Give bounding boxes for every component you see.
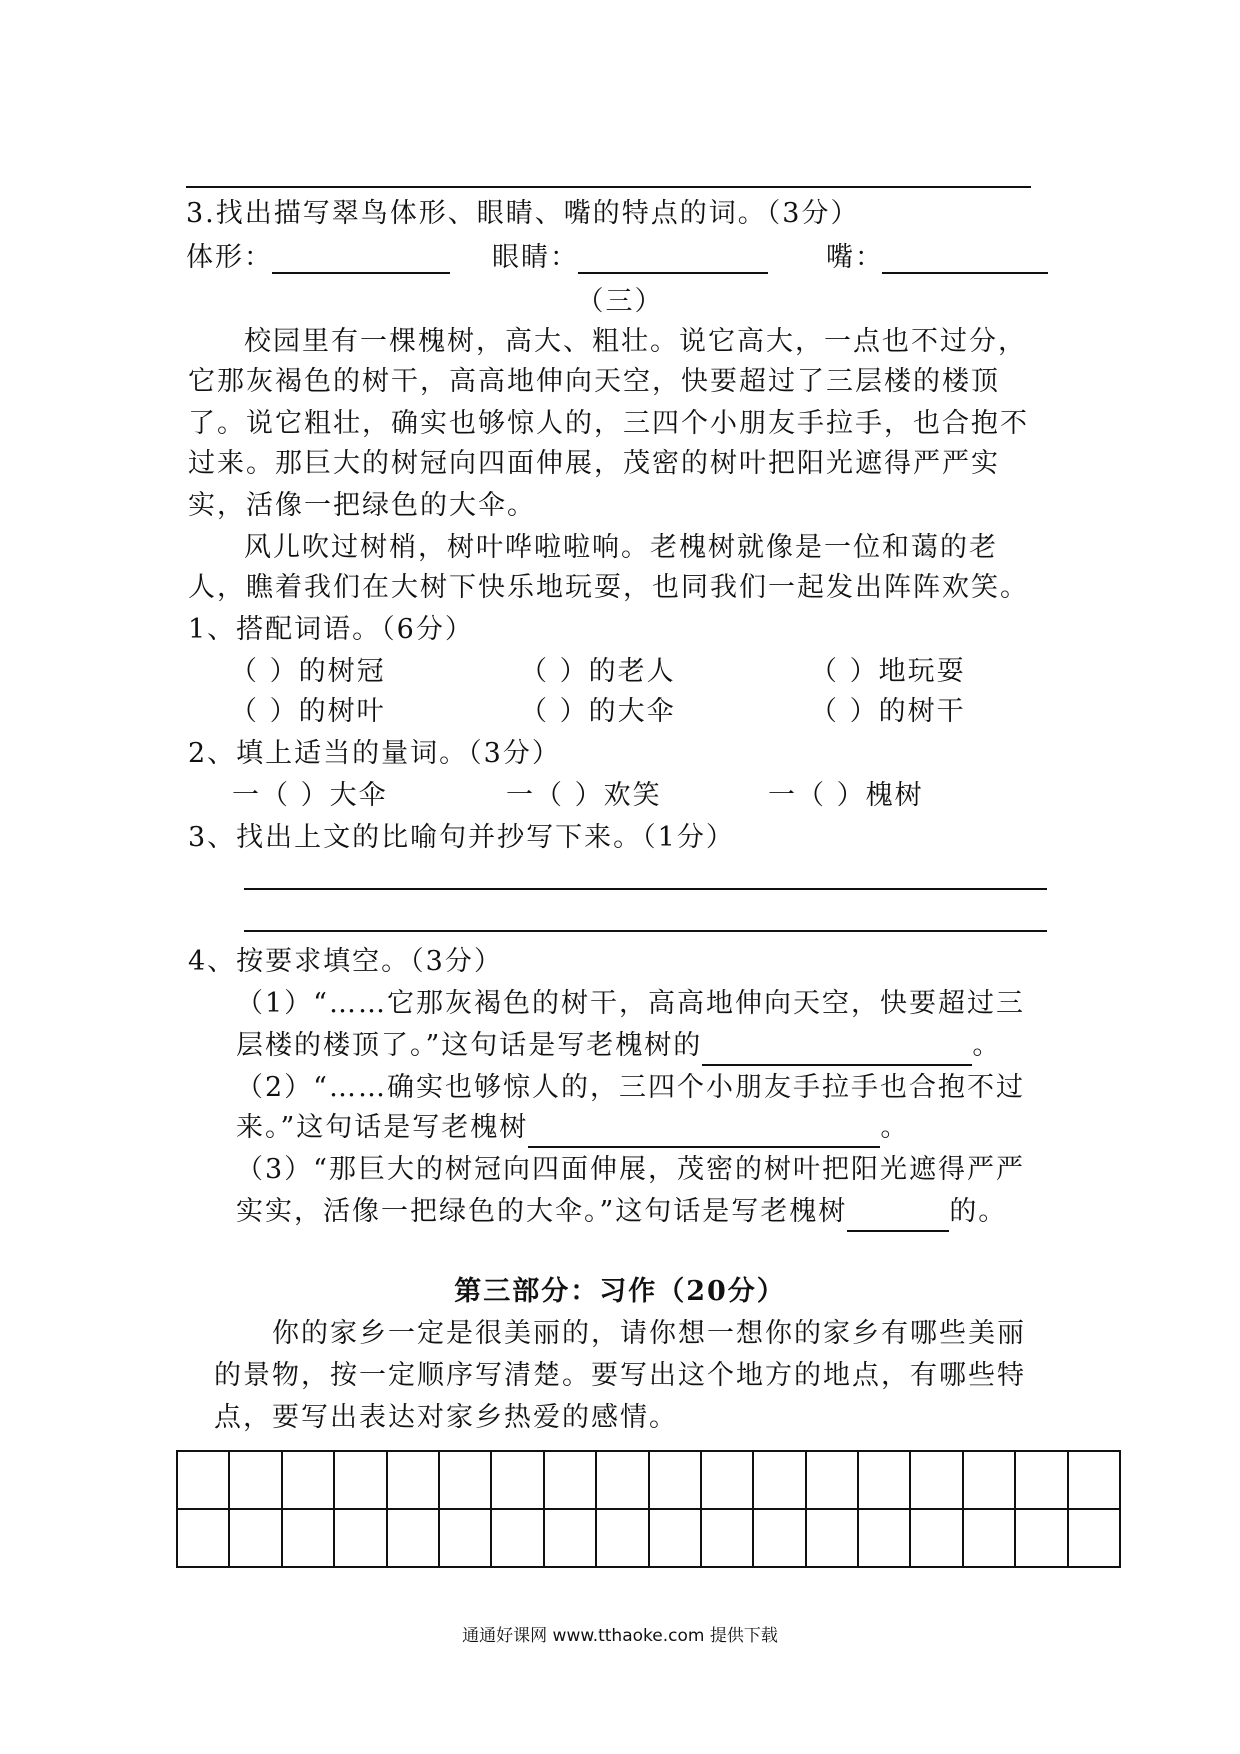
grid-row [177, 1509, 1120, 1567]
grid-cell[interactable] [439, 1451, 491, 1509]
writing-grid[interactable] [176, 1450, 1121, 1568]
grid-cell[interactable] [282, 1509, 334, 1567]
footer-source: 通通好课网 www.tthaoke.com 提供下载 [462, 1626, 778, 1646]
answer-blank[interactable] [702, 1034, 972, 1066]
grid-cell[interactable] [963, 1509, 1015, 1567]
grid-cell[interactable] [753, 1451, 805, 1509]
grid-cell[interactable] [910, 1451, 962, 1509]
question-2-title: 2、填上适当的量词。（3分） [188, 738, 561, 769]
fill-sentence-3: （3）“那巨大的树冠向四面伸展，茂密的树叶把阳光遮得严严 [236, 1154, 1025, 1185]
word-match-item: （ ）的老人 [520, 656, 676, 687]
label-beak: 嘴： [826, 242, 884, 273]
answer-blank[interactable] [847, 1200, 949, 1232]
question-1-title: 1、搭配词语。（6分） [188, 614, 474, 645]
passage-line: 了。说它粗壮，确实也够惊人的，三四个小朋友手拉手，也合抱不 [188, 408, 1029, 439]
measure-word-item: 一（ ）欢笑 [506, 780, 662, 811]
passage-line: 过来。那巨大的树冠向四面伸展，茂密的树叶把阳光遮得严严实 [188, 448, 1000, 479]
grid-cell[interactable] [806, 1451, 858, 1509]
fill-sentence-1b: 层楼的楼顶了。”这句话是写老槐树的 。 [236, 1026, 1001, 1066]
grid-cell[interactable] [177, 1451, 229, 1509]
grid-cell[interactable] [334, 1451, 386, 1509]
grid-cell[interactable] [439, 1509, 491, 1567]
grid-cell[interactable] [229, 1451, 281, 1509]
essay-prompt-line: 点，要写出表达对家乡热爱的感情。 [214, 1402, 678, 1433]
grid-cell[interactable] [701, 1451, 753, 1509]
measure-word-item: 一（ ）大伞 [232, 780, 388, 811]
word-match-item: （ ）的大伞 [520, 696, 676, 727]
question-3-title: 3、找出上文的比喻句并抄写下来。（1分） [188, 822, 735, 853]
passage-line: 风儿吹过树梢，树叶哗啦啦响。老槐树就像是一位和蔼的老 [244, 532, 998, 563]
word-match-item: （ ）的树叶 [230, 696, 386, 727]
question-3-kingfisher: 3.找出描写翠鸟体形、眼睛、嘴的特点的词。（3分） [186, 198, 860, 229]
fill-sentence-1: （1）“……它那灰褐色的树干，高高地伸向天空，快要超过三 [236, 988, 1025, 1019]
grid-cell[interactable] [963, 1451, 1015, 1509]
answer-blank-eyes[interactable] [578, 242, 768, 274]
label-eyes: 眼睛： [492, 242, 579, 273]
top-answer-line [186, 186, 1031, 188]
answer-blank[interactable] [528, 1116, 880, 1148]
grid-cell[interactable] [753, 1509, 805, 1567]
grid-cell[interactable] [596, 1451, 648, 1509]
essay-prompt-line: 你的家乡一定是很美丽的，请你想一想你的家乡有哪些美丽 [272, 1318, 1026, 1349]
grid-cell[interactable] [596, 1509, 648, 1567]
label-body-shape: 体形： [186, 242, 273, 273]
grid-cell[interactable] [282, 1451, 334, 1509]
grid-row [177, 1451, 1120, 1509]
grid-cell[interactable] [387, 1509, 439, 1567]
fill-sentence-2b: 来。”这句话是写老槐树 。 [236, 1108, 909, 1148]
passage-line: 人，瞧着我们在大树下快乐地玩耍，也同我们一起发出阵阵欢笑。 [188, 572, 1029, 603]
passage-line: 实，活像一把绿色的大伞。 [188, 490, 536, 521]
grid-cell[interactable] [858, 1451, 910, 1509]
grid-cell[interactable] [544, 1509, 596, 1567]
answer-line[interactable] [244, 888, 1047, 890]
grid-cell[interactable] [1015, 1509, 1067, 1567]
grid-cell[interactable] [701, 1509, 753, 1567]
answer-blank-body-shape[interactable] [272, 242, 450, 274]
grid-cell[interactable] [1068, 1451, 1120, 1509]
essay-prompt-line: 的景物，按一定顺序写清楚。要写出这个地方的地点，有哪些特 [214, 1360, 1026, 1391]
section-heading: （三） [576, 286, 664, 317]
grid-cell[interactable] [334, 1509, 386, 1567]
grid-cell[interactable] [491, 1509, 543, 1567]
fill-sentence-3b: 实实，活像一把绿色的大伞。”这句话是写老槐树 的。 [236, 1192, 1007, 1232]
answer-line[interactable] [244, 930, 1047, 932]
fill-sentence-2: （2）“……确实也够惊人的，三四个小朋友手拉手也合抱不过 [236, 1072, 1025, 1103]
grid-cell[interactable] [910, 1509, 962, 1567]
grid-cell[interactable] [649, 1451, 701, 1509]
measure-word-item: 一（ ）槐树 [768, 780, 924, 811]
passage-line: 它那灰褐色的树干，高高地伸向天空，快要超过了三层楼的楼顶 [188, 366, 1000, 397]
word-match-item: （ ）的树冠 [230, 656, 386, 687]
word-match-item: （ ）的树干 [810, 696, 966, 727]
grid-cell[interactable] [1015, 1451, 1067, 1509]
part3-heading: 第三部分：习作（20分） [454, 1276, 786, 1307]
grid-cell[interactable] [806, 1509, 858, 1567]
question-4-title: 4、按要求填空。（3分） [188, 946, 503, 977]
grid-cell[interactable] [387, 1451, 439, 1509]
answer-blank-beak[interactable] [882, 242, 1048, 274]
passage-line: 校园里有一棵槐树，高大、粗壮。说它高大，一点也不过分， [244, 326, 1027, 357]
grid-cell[interactable] [858, 1509, 910, 1567]
grid-cell[interactable] [1068, 1509, 1120, 1567]
grid-cell[interactable] [649, 1509, 701, 1567]
grid-cell[interactable] [491, 1451, 543, 1509]
grid-cell[interactable] [229, 1509, 281, 1567]
grid-cell[interactable] [177, 1509, 229, 1567]
grid-cell[interactable] [544, 1451, 596, 1509]
word-match-item: （ ）地玩耍 [810, 656, 966, 687]
